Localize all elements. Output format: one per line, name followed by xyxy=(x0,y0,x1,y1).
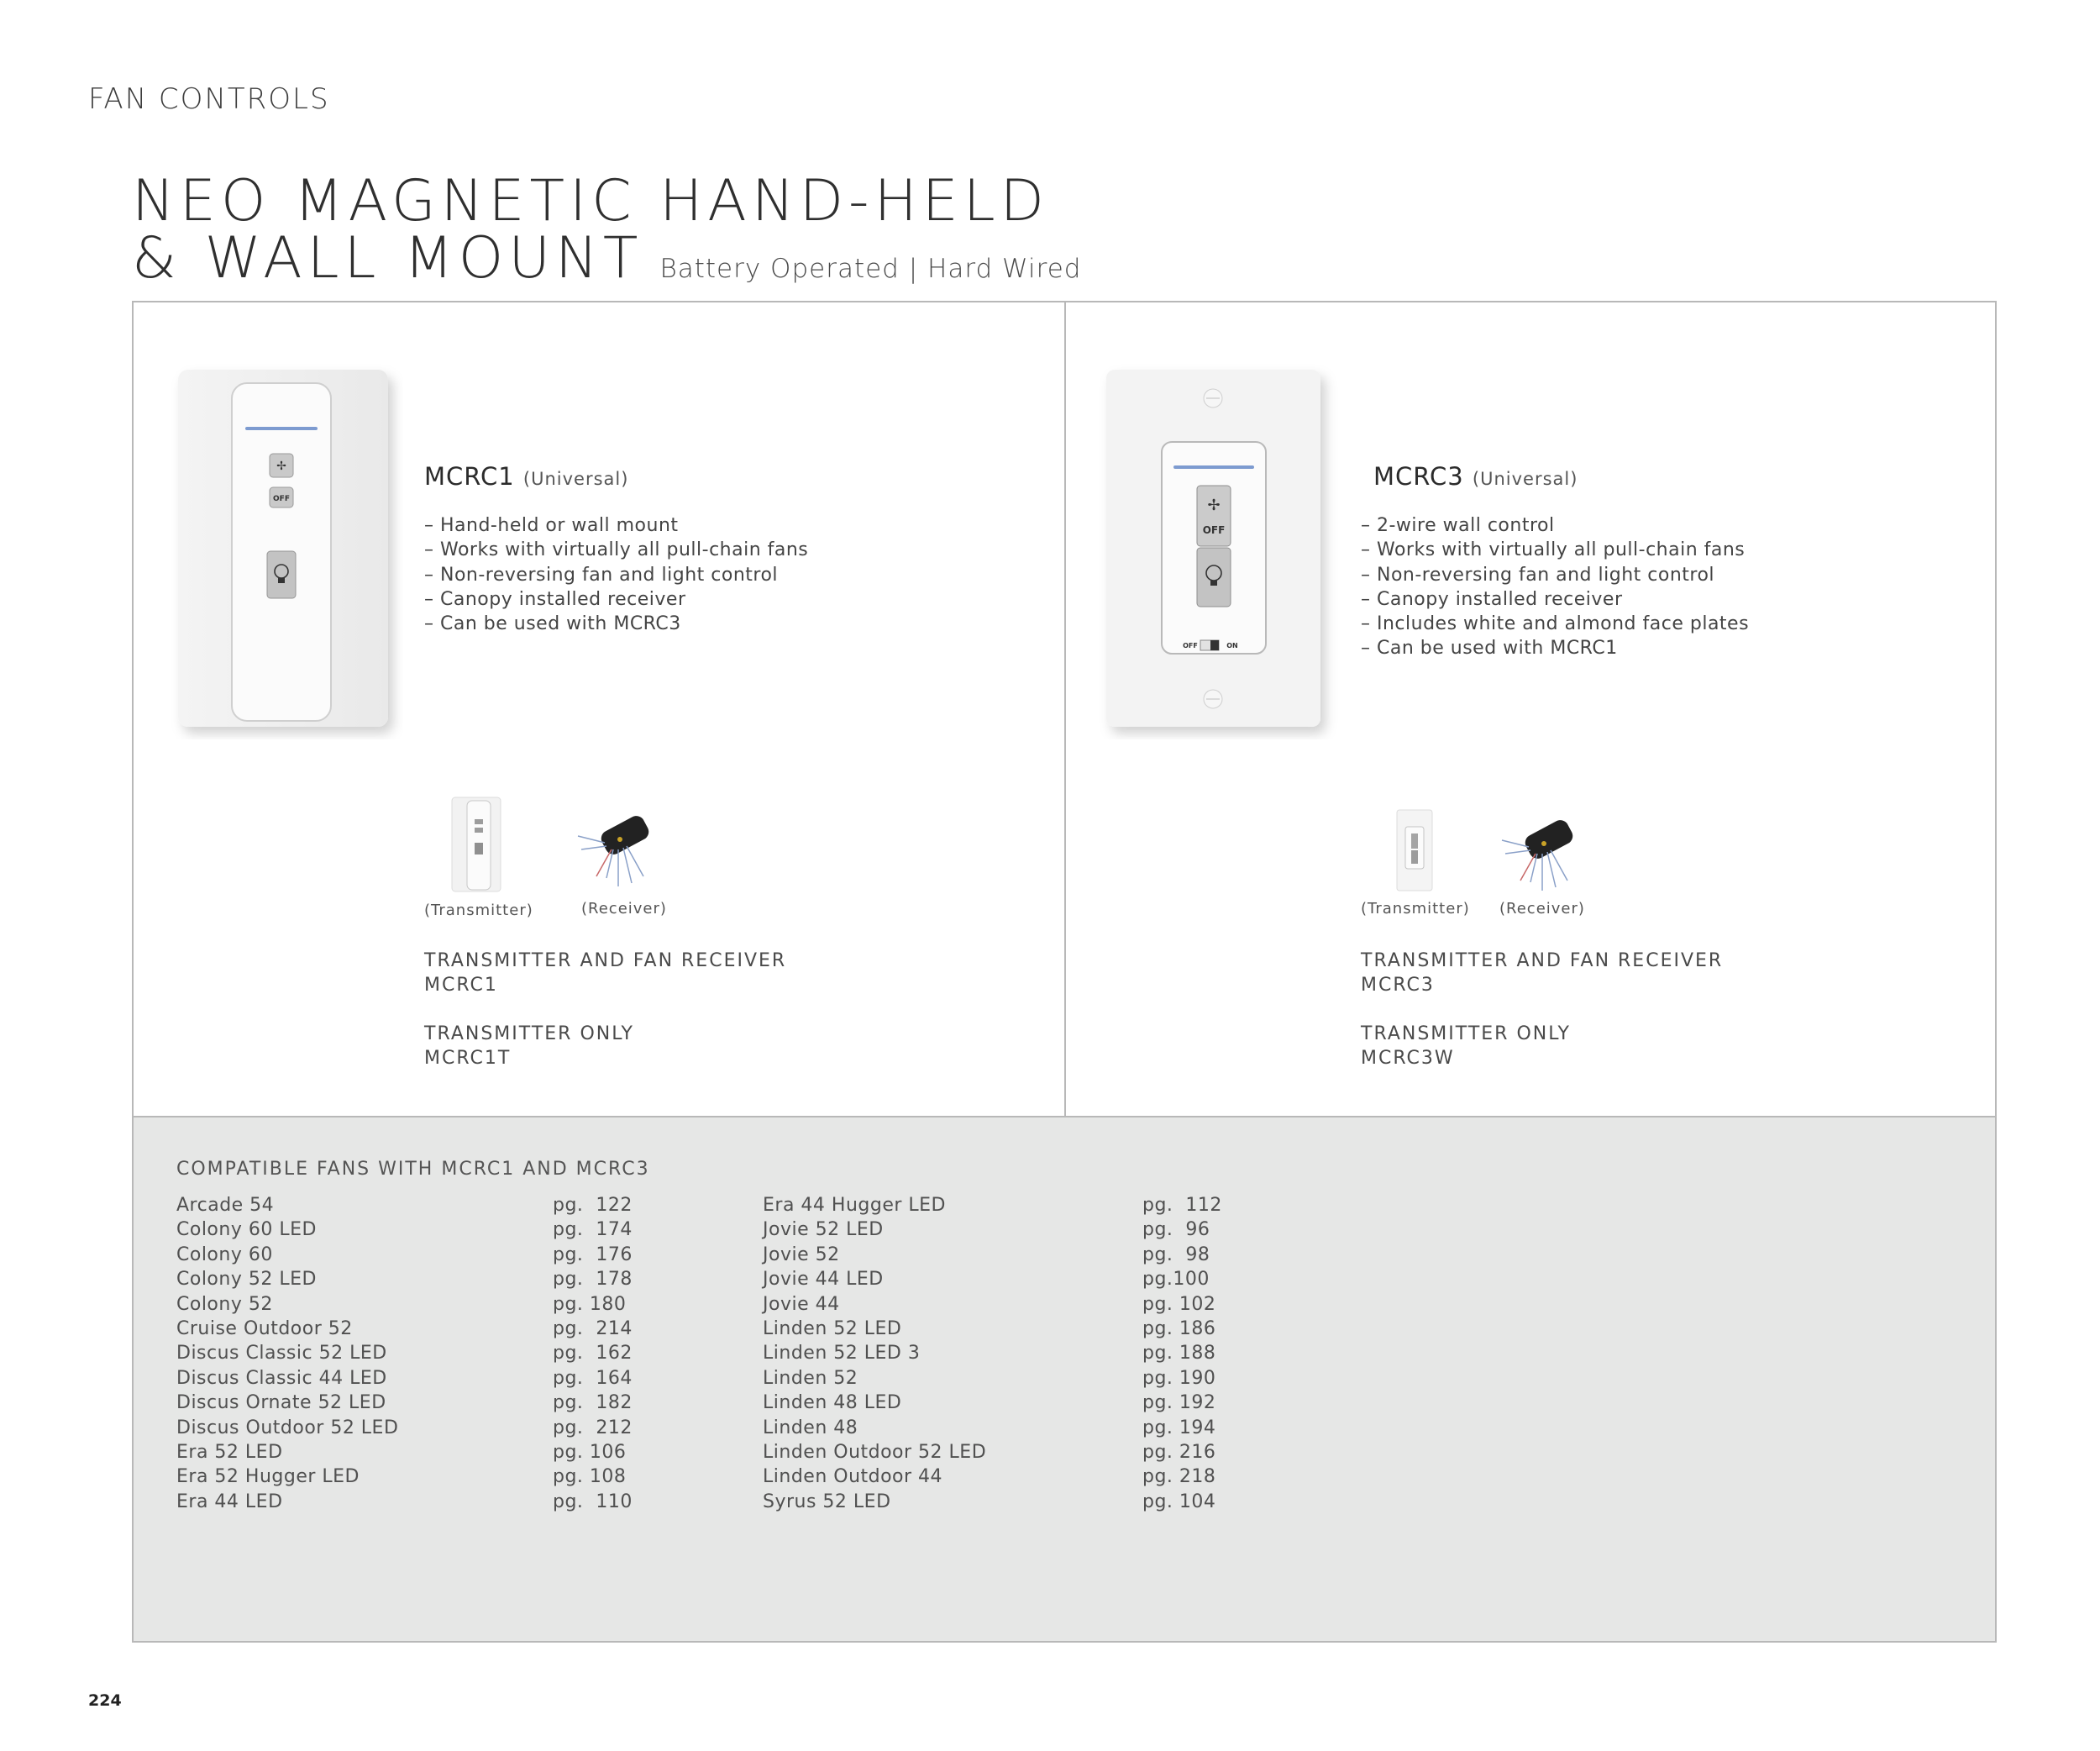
fan-name: Syrus 52 LED xyxy=(763,1491,891,1512)
mcrc3-tx-label: TRANSMITTER ONLY xyxy=(1361,1023,1571,1044)
mcrc1-model: MCRC1 xyxy=(424,462,515,491)
mcrc1-qualifier: (Universal) xyxy=(522,469,629,489)
list-item: – Non-reversing fan and light control xyxy=(1361,563,1749,587)
list-item xyxy=(763,1341,1216,1365)
list-item xyxy=(176,1464,630,1489)
switch-off-label: OFF xyxy=(1183,642,1198,649)
list-item xyxy=(763,1440,1216,1464)
mcrc3-receiver-caption: (Receiver) xyxy=(1499,900,1585,918)
mcrc1-kit-label: TRANSMITTER AND FAN RECEIVER xyxy=(424,950,787,971)
fan-page: pg. 112 xyxy=(1142,1195,1222,1216)
fan-name: Era 44 Hugger LED xyxy=(763,1195,946,1216)
list-item xyxy=(763,1193,1222,1217)
fan-page: pg. 214 xyxy=(553,1317,633,1339)
list-item xyxy=(176,1366,633,1391)
compatible-fans-heading: COMPATIBLE FANS WITH MCRC1 AND MCRC3 xyxy=(176,1159,650,1180)
fan-name: Colony 52 xyxy=(176,1293,273,1315)
list-item xyxy=(176,1267,633,1291)
list-item: – Non-reversing fan and light control xyxy=(424,563,808,587)
off-label: OFF xyxy=(1202,524,1226,536)
fan-page: pg. 218 xyxy=(1142,1466,1216,1488)
fan-name: Linden 52 LED 3 xyxy=(763,1343,921,1365)
list-item xyxy=(176,1317,633,1341)
mcrc3-ordering-info xyxy=(1361,949,1723,1070)
fan-icon: ✢ xyxy=(276,460,286,473)
fan-name: Discus Classic 52 LED xyxy=(176,1343,387,1365)
fan-name: Discus Outdoor 52 LED xyxy=(176,1417,399,1438)
fan-name: Linden 48 xyxy=(763,1417,858,1438)
section-label: FAN CONTROLS xyxy=(88,82,330,116)
fan-name: Jovie 44 LED xyxy=(763,1269,884,1291)
list-item: – Works with virtually all pull-chain fans xyxy=(424,538,808,562)
mcrc3-receiver-thumbnail xyxy=(1495,815,1588,899)
fan-off-button xyxy=(1197,486,1231,546)
list-item xyxy=(763,1243,1216,1267)
fan-page: pg. 174 xyxy=(553,1219,633,1241)
mcrc3-model-title xyxy=(1373,462,1578,491)
list-item xyxy=(763,1464,1216,1489)
fan-name: Linden 52 LED xyxy=(763,1317,902,1339)
fan-name: Colony 52 LED xyxy=(176,1269,317,1291)
list-item: – Canopy installed receiver xyxy=(1361,587,1749,612)
mcrc1-transmitter-thumbnail xyxy=(445,794,508,899)
fan-page: pg. 190 xyxy=(1142,1367,1216,1389)
mcrc3-feature-list xyxy=(1361,513,1749,661)
list-item xyxy=(763,1292,1216,1317)
light-button xyxy=(1197,548,1231,607)
fan-page: pg. 216 xyxy=(1142,1441,1216,1463)
list-item xyxy=(176,1292,630,1317)
fan-name: Jovie 52 LED xyxy=(763,1219,884,1241)
fan-name: Discus Classic 44 LED xyxy=(176,1367,387,1389)
fan-page: pg. 180 xyxy=(553,1293,627,1315)
list-item: – Works with virtually all pull-chain fans xyxy=(1361,538,1749,562)
fan-page: pg. 188 xyxy=(1142,1343,1216,1365)
fan-name: Jovie 44 xyxy=(763,1293,840,1315)
mcrc3-wall-control-image xyxy=(1096,361,1340,739)
light-button xyxy=(267,551,296,598)
mcrc3-qualifier: (Universal) xyxy=(1472,469,1578,489)
fan-page: pg. 162 xyxy=(553,1343,633,1365)
fan-page: pg. 186 xyxy=(1142,1317,1216,1339)
fan-list-right xyxy=(763,1193,1222,1514)
list-item xyxy=(176,1440,630,1464)
list-item xyxy=(176,1341,633,1365)
mcrc1-tx-label: TRANSMITTER ONLY xyxy=(424,1023,634,1044)
fan-page: pg. 98 xyxy=(1142,1244,1210,1265)
led-strip xyxy=(1173,465,1254,469)
mcrc3-kit-label: TRANSMITTER AND FAN RECEIVER xyxy=(1361,950,1724,971)
fan-page: pg. 178 xyxy=(553,1269,633,1291)
fan-name: Era 44 LED xyxy=(176,1491,283,1512)
list-item xyxy=(763,1317,1216,1341)
led-strip xyxy=(245,427,318,430)
list-item: – Canopy installed receiver xyxy=(424,587,808,612)
fan-name: Cruise Outdoor 52 xyxy=(176,1317,353,1339)
column-divider xyxy=(1064,302,1066,1116)
page-number: 224 xyxy=(88,1691,122,1710)
page-title-line-2 xyxy=(132,225,1081,292)
list-item xyxy=(176,1490,633,1514)
mcrc3-kit-sku: MCRC3 xyxy=(1361,975,1435,996)
off-button-label: OFF xyxy=(273,495,290,503)
page-subtitle: Battery Operated | Hard Wired xyxy=(659,254,1082,284)
fan-page: pg.100 xyxy=(1142,1269,1210,1291)
fan-icon: ✢ xyxy=(1207,497,1221,514)
mcrc1-tx-sku: MCRC1T xyxy=(424,1048,512,1069)
list-item xyxy=(763,1416,1216,1440)
fan-name: Linden Outdoor 44 xyxy=(763,1466,943,1488)
fan-page: pg. 110 xyxy=(553,1491,633,1512)
page-title-line-2-text: & WALL MOUNT xyxy=(132,225,643,292)
list-item xyxy=(763,1366,1216,1391)
list-item xyxy=(176,1416,633,1440)
list-item: – Can be used with MCRC3 xyxy=(424,612,808,636)
fan-page: pg. 108 xyxy=(553,1466,627,1488)
mcrc1-handheld-image xyxy=(168,361,403,739)
list-item: – Hand-held or wall mount xyxy=(424,513,808,538)
fan-page: pg. 104 xyxy=(1142,1491,1216,1512)
fan-page: pg. 106 xyxy=(553,1441,627,1463)
list-item xyxy=(763,1391,1216,1415)
fan-name: Colony 60 LED xyxy=(176,1219,317,1241)
fan-page: pg. 192 xyxy=(1142,1392,1216,1414)
fan-name: Arcade 54 xyxy=(176,1195,275,1216)
list-item xyxy=(763,1267,1216,1291)
mcrc1-receiver-caption: (Receiver) xyxy=(581,900,667,918)
mcrc1-model-title xyxy=(424,462,628,491)
mcrc3-transmitter-thumbnail xyxy=(1390,805,1441,897)
fan-page: pg. 122 xyxy=(553,1195,633,1216)
mcrc1-receiver-thumbnail xyxy=(571,811,664,895)
fan-page: pg. 176 xyxy=(553,1244,633,1265)
fan-page: pg. 182 xyxy=(553,1392,633,1414)
mcrc3-tx-sku: MCRC3W xyxy=(1361,1048,1455,1069)
mcrc1-ordering-info xyxy=(424,949,786,1070)
list-item xyxy=(176,1243,633,1267)
fan-page: pg. 164 xyxy=(553,1367,633,1389)
fan-name: Era 52 Hugger LED xyxy=(176,1466,360,1488)
list-item xyxy=(176,1391,633,1415)
list-item xyxy=(763,1217,1216,1242)
mcrc3-model: MCRC3 xyxy=(1373,462,1464,491)
mcrc1-kit-sku: MCRC1 xyxy=(424,975,498,996)
list-item xyxy=(176,1217,633,1242)
fan-list-left xyxy=(176,1193,633,1514)
fan-name: Linden 48 LED xyxy=(763,1392,902,1414)
list-item: – Includes white and almond face plates xyxy=(1361,612,1749,636)
page-title-line-1: NEO MAGNETIC HAND-HELD xyxy=(132,168,1049,234)
fan-name: Linden Outdoor 52 LED xyxy=(763,1441,987,1463)
list-item: – 2-wire wall control xyxy=(1361,513,1749,538)
fan-page: pg. 212 xyxy=(553,1417,633,1438)
list-item xyxy=(176,1193,633,1217)
mcrc3-transmitter-caption: (Transmitter) xyxy=(1361,900,1470,918)
fan-name: Discus Ornate 52 LED xyxy=(176,1392,386,1414)
mcrc1-feature-list xyxy=(424,513,808,636)
fan-name: Era 52 LED xyxy=(176,1441,283,1463)
fan-name: Linden 52 xyxy=(763,1367,858,1389)
fan-name: Jovie 52 xyxy=(763,1244,840,1265)
switch-on-label: ON xyxy=(1226,642,1238,649)
fan-page: pg. 96 xyxy=(1142,1219,1210,1241)
list-item xyxy=(763,1490,1216,1514)
mcrc1-transmitter-caption: (Transmitter) xyxy=(424,902,533,919)
fan-page: pg. 102 xyxy=(1142,1293,1216,1315)
fan-page: pg. 194 xyxy=(1142,1417,1216,1438)
list-item: – Can be used with MCRC1 xyxy=(1361,636,1749,660)
fan-name: Colony 60 xyxy=(176,1244,273,1265)
